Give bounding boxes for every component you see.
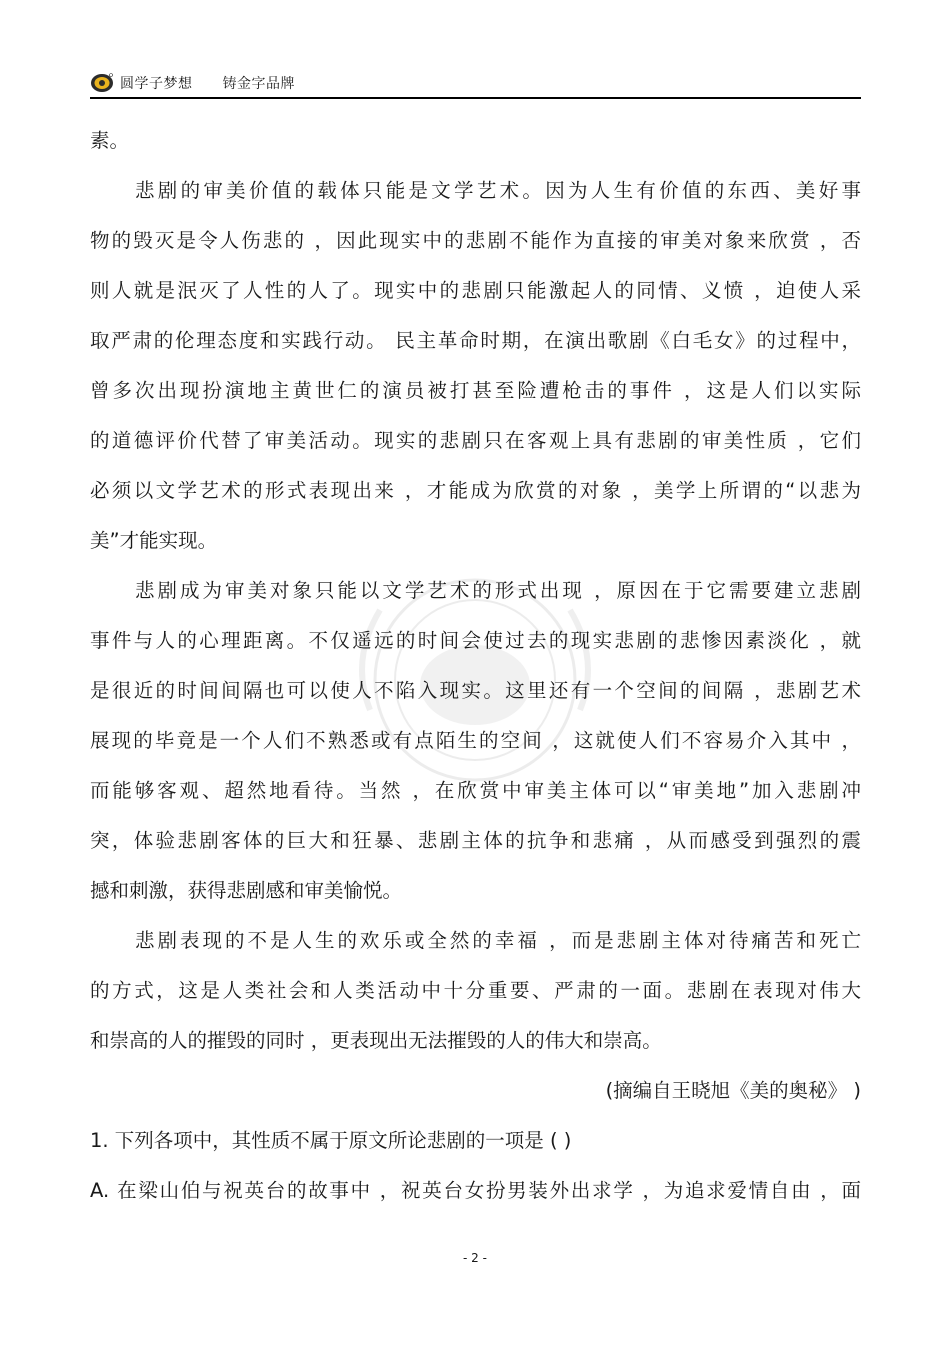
option-a: A. 在梁山伯与祝英台的故事中 ，祝英台女扮男装外出求学 ，为追求爱情自由 ，面 <box>90 1179 861 1202</box>
text-line: 是很近的时间间隔也可以使人不陷入现实。这里还有一个空间的间隔 ，悲剧艺术 <box>90 679 861 702</box>
text-line: 撼和刺激，获得悲剧感和审美愉悦。 <box>90 879 403 902</box>
text-line: 而能够客观、超然地看待。当然 ，在欣赏中审美主体可以“审美地”加入悲剧冲 <box>90 779 861 802</box>
text-line: 和崇高的人的摧毁的同时 ，更表现出无法摧毁的人的伟大和崇高。 <box>90 1029 662 1052</box>
page-header <box>90 68 861 98</box>
text-line: 的道德评价代替了审美活动。现实的悲剧只在客观上具有悲剧的审美性质 ，它们 <box>90 429 861 452</box>
header-slogan-2: 铸金字品牌 <box>222 76 295 92</box>
text-line: 悲剧的审美价值的载体只能是文学艺术。因为人生有价值的东西、美好事 <box>135 179 861 202</box>
text-line: 必须以文学艺术的形式表现出来 ，才能成为欣赏的对象 ，美学上所谓的“以悲为 <box>90 479 861 502</box>
text-line: 曾多次出现扮演地主黄世仁的演员被打甚至险遭枪击的事件 ，这是人们以实际 <box>90 379 861 402</box>
text-line: 美”才能实现。 <box>90 529 218 552</box>
text-line: 物的毁灭是令人伤悲的 ，因此现实中的悲剧不能作为直接的审美对象来欣赏 ，否 <box>90 229 861 252</box>
header-slogan-1: 圆学子梦想 <box>120 76 193 92</box>
text-line: 展现的毕竟是一个人们不熟悉或有点陌生的空间 ，这就使人们不容易介入其中 ， <box>90 729 861 752</box>
page-number: - 2 - <box>463 1251 487 1265</box>
source-citation: (摘编自王晓旭《美的奥秘》 ) <box>605 1079 861 1102</box>
text-line: 的方式，这是人类社会和人类活动中十分重要、严肃的一面。悲剧在表现对伟大 <box>90 979 861 1002</box>
text-line: 取严肃的伦理态度和实践行动。 民主革命时期，在演出歌剧《白毛女》的过程中， <box>90 329 861 352</box>
text-line: 则人就是泯灭了人性的人了。现实中的悲剧只能激起人的同情、义愤 ，迫使人采 <box>90 279 861 302</box>
header-brand <box>120 73 325 93</box>
question-1: 1. 下列各项中，其性质不属于原文所论悲剧的一项是 ( ) <box>90 1129 572 1152</box>
text-line: 悲剧成为审美对象只能以文学艺术的形式出现 ，原因在于它需要建立悲剧 <box>135 579 861 602</box>
text-line: 悲剧表现的不是人生的欢乐或全然的幸福 ，而是悲剧主体对待痛苦和死亡 <box>135 929 861 952</box>
text-line: 突，体验悲剧客体的巨大和狂暴、悲剧主体的抗争和悲痛 ，从而感受到强烈的震 <box>90 829 861 852</box>
header-rule <box>90 97 861 99</box>
brand-logo-icon <box>90 70 114 94</box>
text-line: 素。 <box>90 129 130 152</box>
text-line: 事件与人的心理距离。不仅遥远的时间会使过去的现实悲剧的悲惨因素淡化 ，就 <box>90 629 861 652</box>
